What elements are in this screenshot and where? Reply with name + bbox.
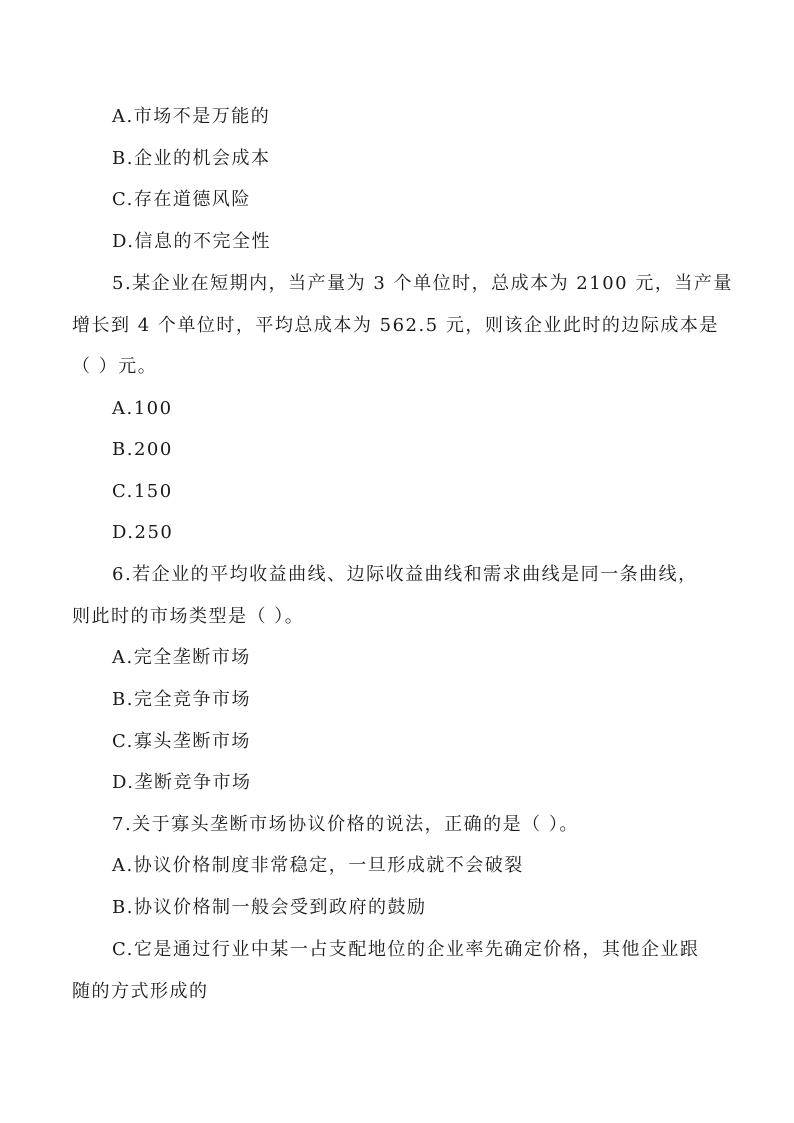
q7-option-a: A.协议价格制度非常稳定，一旦形成就不会破裂 xyxy=(112,855,524,876)
q5-option-c: C.150 xyxy=(112,481,173,502)
q6-option-d: D.垄断竞争市场 xyxy=(112,772,252,793)
q6-text-line-1: 6.若企业的平均收益曲线、边际收益曲线和需求曲线是同一条曲线， xyxy=(112,564,698,585)
q5-text-line-2: 增长到 4 个单位时，平均总成本为 562.5 元，则该企业此时的边际成本是 xyxy=(72,315,719,336)
q6-option-a: A.完全垄断市场 xyxy=(112,647,251,668)
q7-option-c-line-1: C.它是通过行业中某一占支配地位的企业率先确定价格，其他企业跟 xyxy=(112,939,700,960)
q7-option-c-line-2: 随的方式形成的 xyxy=(72,981,209,1002)
q5-option-b: B.200 xyxy=(112,439,173,460)
q4-option-d: D.信息的不完全性 xyxy=(112,231,272,252)
q4-option-a: A.市场不是万能的 xyxy=(112,106,271,127)
q5-option-d: D.250 xyxy=(112,522,174,543)
q7-option-b: B.协议价格制一般会受到政府的鼓励 xyxy=(112,897,427,918)
q6-option-b: B.完全竞争市场 xyxy=(112,689,251,710)
q5-text-line-1: 5.某企业在短期内，当产量为 3 个单位时，总成本为 2100 元，当产量 xyxy=(112,273,733,294)
q4-option-c: C.存在道德风险 xyxy=(112,189,251,210)
q5-text-line-3: （ ）元。 xyxy=(72,356,158,377)
q4-option-b: B.企业的机会成本 xyxy=(112,148,271,169)
q6-text-line-2: 则此时的市场类型是（ ）。 xyxy=(72,606,305,627)
q6-option-c: C.寡头垄断市场 xyxy=(112,731,251,752)
q7-text-line-1: 7.关于寡头垄断市场协议价格的说法，正确的是（ ）。 xyxy=(112,814,579,835)
q5-option-a: A.100 xyxy=(112,398,173,419)
